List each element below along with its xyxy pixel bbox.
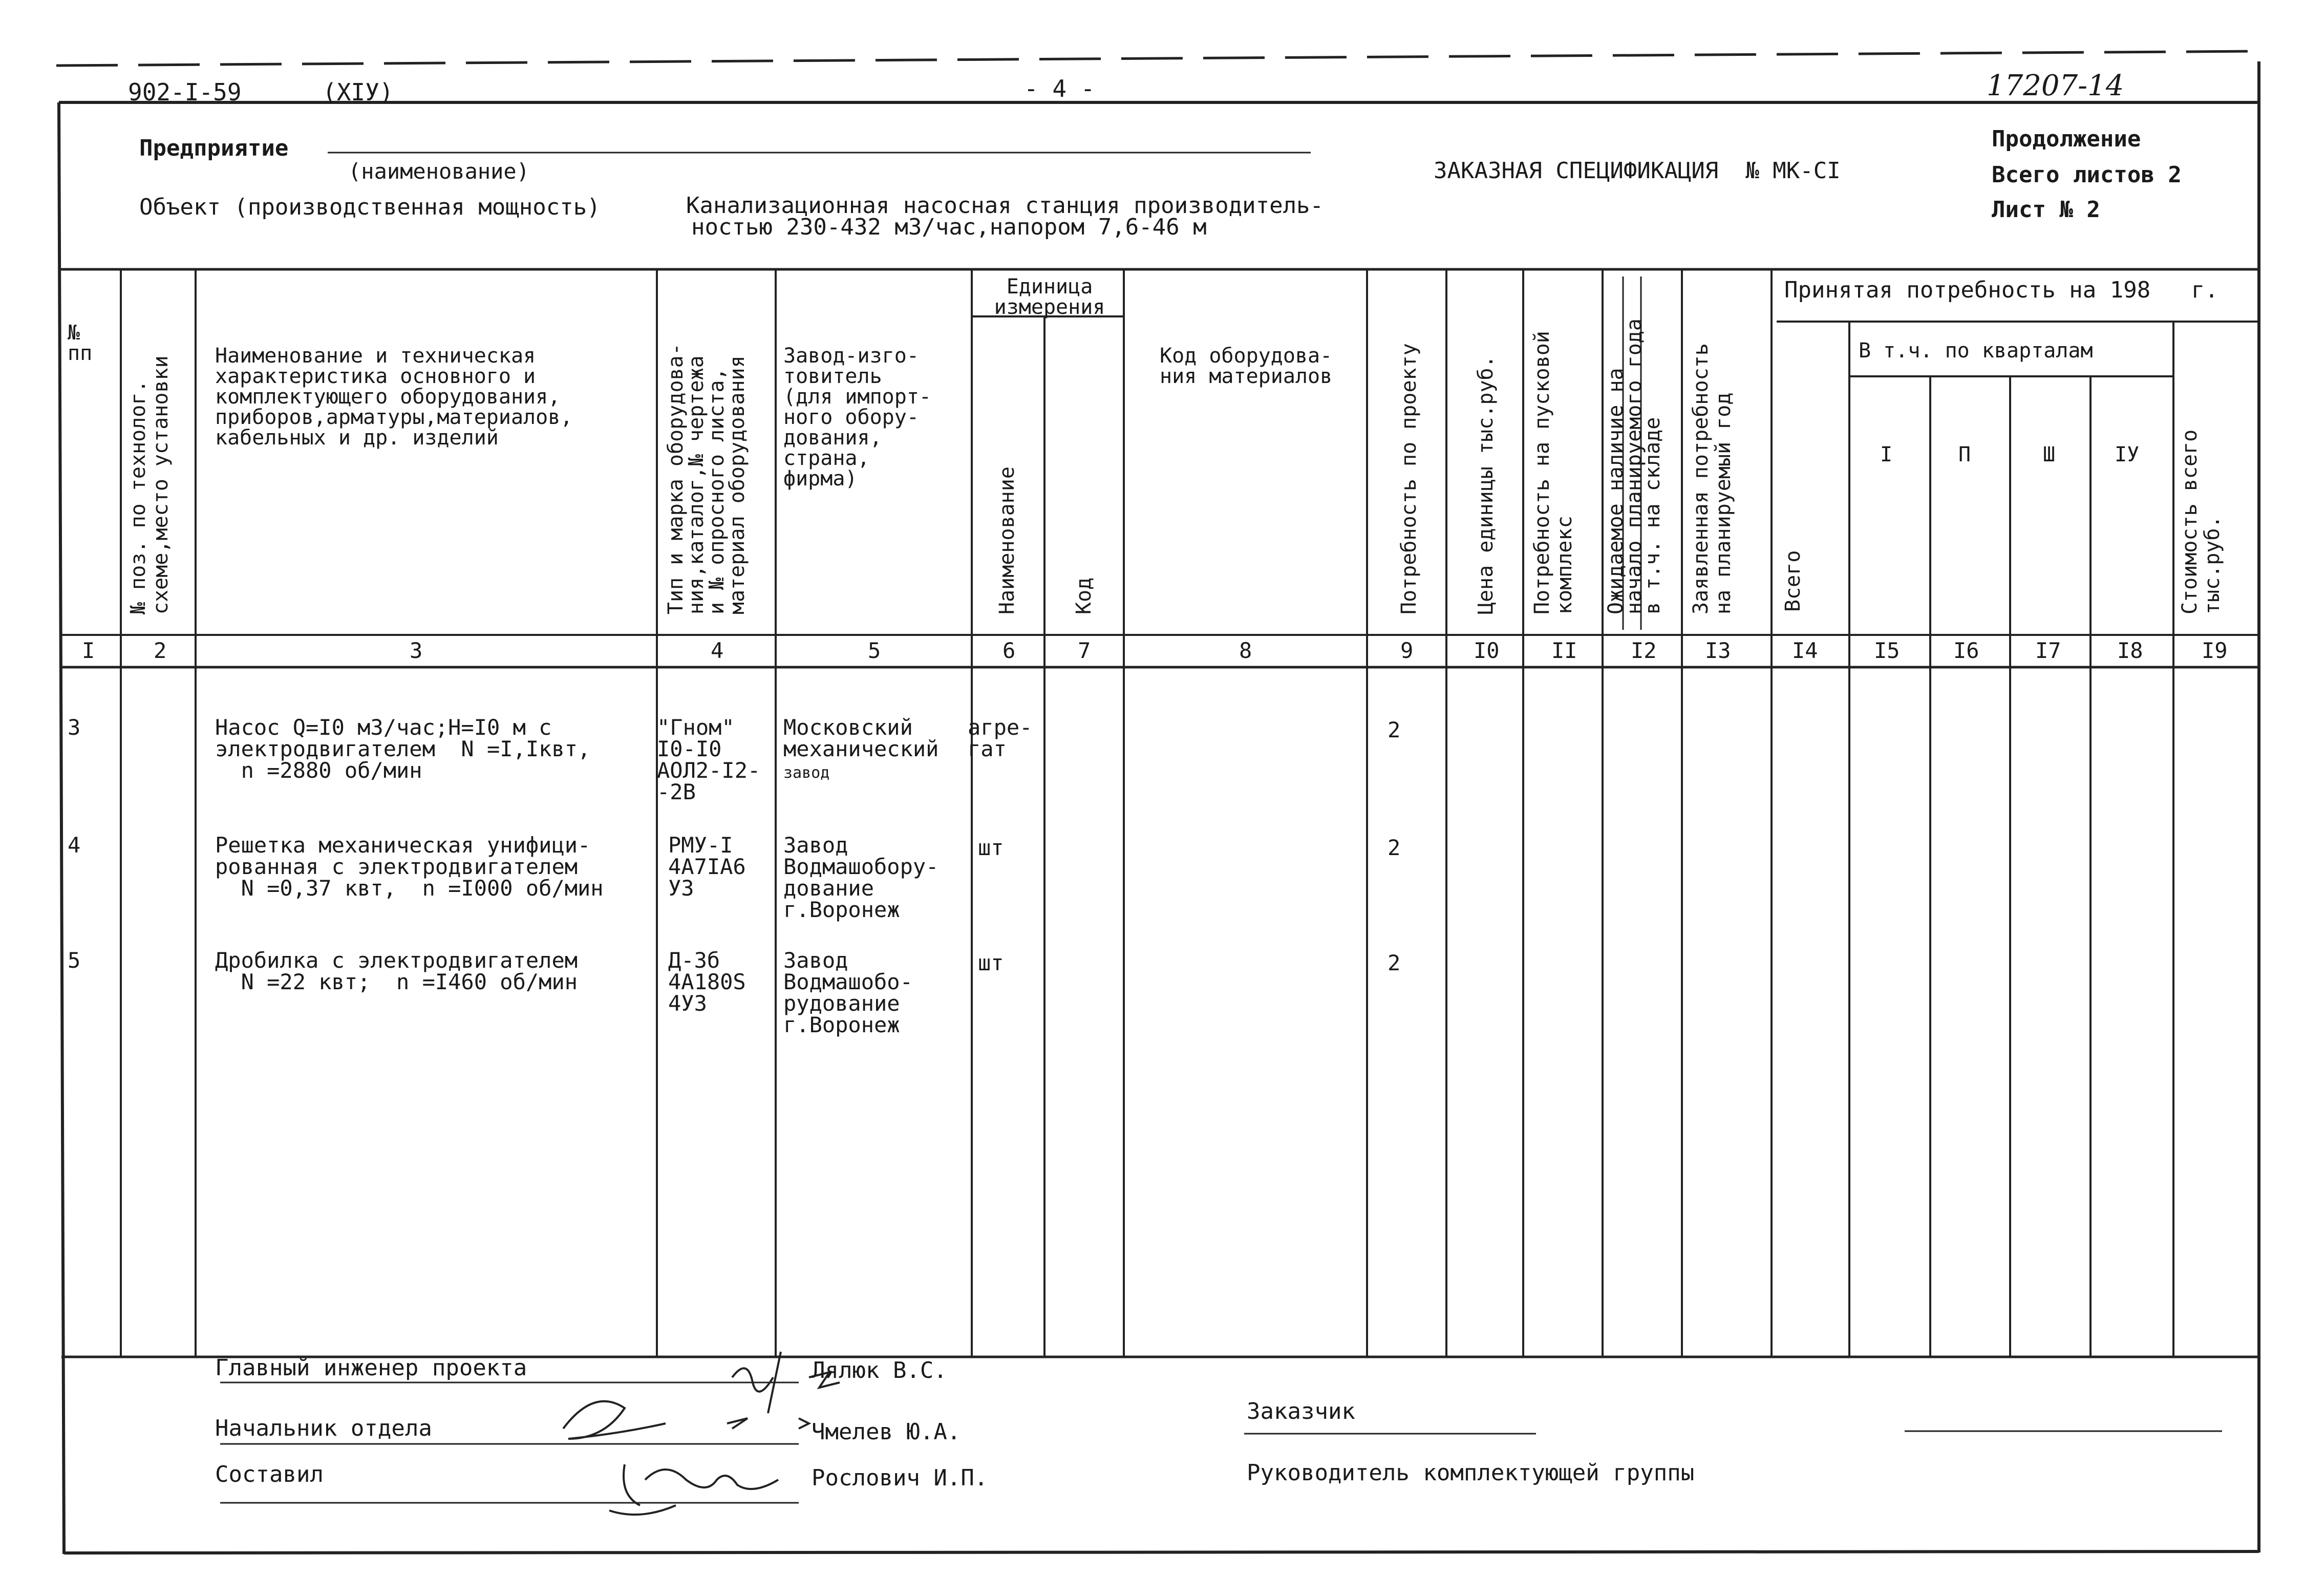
col-number: I5 xyxy=(1874,638,1900,663)
col-number: I xyxy=(82,638,95,663)
col-13-header: Заявленная потребность на планируемый год xyxy=(1689,343,1735,614)
row-item-maker: Завод Водмашобо- рудование г.Воронеж xyxy=(783,948,913,1037)
enterprise-label: Предприятие xyxy=(139,135,289,161)
row-item-type: Д-3б 4А180S 4У3 xyxy=(668,948,746,1016)
object-value-line1: Канализационная насосная станция производитель- xyxy=(686,193,1324,219)
col-9-header: Потребность по проекту xyxy=(1397,343,1421,614)
col-number: 7 xyxy=(1078,638,1091,663)
col-6-header: Наименование xyxy=(995,466,1019,614)
col-number: II xyxy=(1551,638,1577,663)
row-item-name: Насос Q=I0 м3/час;H=I0 м с электродвигателем N =I,Iквт, n =2880 об/мин xyxy=(215,715,591,783)
doc-code: 902-I-59 xyxy=(128,78,242,106)
sheet-reference: 17207-14 xyxy=(1987,69,2124,102)
row-number: 5 xyxy=(68,948,81,973)
col-7-header: Код xyxy=(1072,577,1096,614)
col-number: I3 xyxy=(1705,638,1731,663)
row-item-unit: шт xyxy=(978,835,1004,860)
quarter-2-header: П xyxy=(1958,443,1971,466)
col-11-header: Потребность на пусковой комплекс xyxy=(1530,331,1576,614)
object-value-line2: ностью 230-432 м3/час,напором 7,6-46 м xyxy=(691,214,1207,240)
row-item-type: "Гном" I0-I0 АОЛ2-I2- -2В xyxy=(657,715,761,804)
compiled-by-label: Составил xyxy=(215,1461,324,1487)
row-item-unit: агре- гат xyxy=(968,715,1033,761)
col-10-header: Цена единицы тыс.руб. xyxy=(1474,355,1498,614)
page-number: - 4 - xyxy=(1024,75,1095,102)
total-sheets: Всего листов 2 xyxy=(1992,162,2182,188)
accepted-need-header: Принятая потребность на 198 г. xyxy=(1784,277,2218,303)
col-number: 5 xyxy=(868,638,881,663)
col-1-header: № пп xyxy=(68,321,93,365)
row-number: 4 xyxy=(68,833,81,858)
compiled-by-name: Рослович И.П. xyxy=(812,1465,988,1491)
col-number: I2 xyxy=(1631,638,1657,663)
col-number: I6 xyxy=(1953,638,1979,663)
col-number: 2 xyxy=(154,638,167,663)
col-number: 6 xyxy=(1002,638,1016,663)
chief-engineer-name: Лялюк В.С. xyxy=(812,1357,947,1384)
col-12-header: Ожидаемое наличие на начало планируемого года в т.ч. на складе xyxy=(1604,318,1665,614)
col-4-header: Тип и марка оборудова- ния,каталог,№ чертежа и № опросного листа, материал оборудования xyxy=(664,343,749,614)
row-item-maker: Завод Водмашобору- дование г.Воронеж xyxy=(783,833,939,922)
col-number: 3 xyxy=(410,638,423,663)
unit-group-header: Единица измерения xyxy=(994,275,1105,319)
enterprise-caption: (наименование) xyxy=(348,159,530,184)
row-item-name: Решетка механическая унифици- рованная с электродвигателем N =0,37 квт, n =I000 об/мин xyxy=(215,833,604,901)
col-number: 4 xyxy=(711,638,724,663)
row-number: 3 xyxy=(68,715,81,740)
row-item-unit: шт xyxy=(978,950,1004,975)
department-head-name: Чмелев Ю.А. xyxy=(812,1419,961,1445)
col-number: 9 xyxy=(1400,638,1414,663)
col-number: I7 xyxy=(2035,638,2061,663)
row-item-maker: Московский механический завод xyxy=(783,715,939,782)
col-number: I8 xyxy=(2117,638,2143,663)
album-code: (XIУ) xyxy=(323,78,394,106)
col-14-header: Всего xyxy=(1781,550,1805,612)
col-number: I9 xyxy=(2202,638,2228,663)
quarters-header: В т.ч. по кварталам xyxy=(1859,339,2093,363)
group-head-label: Руководитель комплектующей группы xyxy=(1247,1460,1695,1486)
col-8-header: Код оборудова- ния материалов xyxy=(1160,344,1333,388)
row-item-quantity: 2 xyxy=(1388,835,1401,860)
col-number: I4 xyxy=(1792,638,1818,663)
row-item-name: Дробилка с электродвигателем N =22 квт; n =I460 об/мин xyxy=(215,948,578,994)
quarter-3-header: Ш xyxy=(2043,443,2056,466)
col-number: 8 xyxy=(1239,638,1252,663)
object-label: Объект (производственная мощность) xyxy=(139,194,601,220)
col-3-header: Наименование и техническая характеристика основного и комплектующего оборудования, приборов,арматуры,материалов, кабельных и др. изделий xyxy=(215,344,573,450)
col-5-header: Завод-изго- товитель (для импорт- ного обору- дования, страна, фирма) xyxy=(783,344,931,491)
chief-engineer-label: Главный инженер проекта xyxy=(215,1355,527,1381)
row-item-quantity: 2 xyxy=(1388,950,1401,975)
row-item-type: РМУ-I 4А7IА6 У3 xyxy=(668,833,746,901)
col-2-header: № поз. по технолог. схеме,место установки xyxy=(126,355,173,614)
customer-label: Заказчик xyxy=(1247,1398,1355,1424)
col-number: I0 xyxy=(1474,638,1500,663)
continuation-label: Продолжение xyxy=(1992,126,2141,152)
col-19-header: Стоимость всего тыс.руб. xyxy=(2178,429,2224,614)
quarter-1-header: I xyxy=(1880,443,1893,466)
spec-title: ЗАКАЗНАЯ СПЕЦИФИКАЦИЯ № МК-СI xyxy=(1434,158,1841,184)
row-item-quantity: 2 xyxy=(1388,717,1401,742)
sheet-number: Лист № 2 xyxy=(1992,197,2100,223)
signature-marks xyxy=(563,1352,840,1515)
quarter-4-header: IУ xyxy=(2115,443,2140,466)
department-head-label: Начальник отдела xyxy=(215,1415,432,1441)
